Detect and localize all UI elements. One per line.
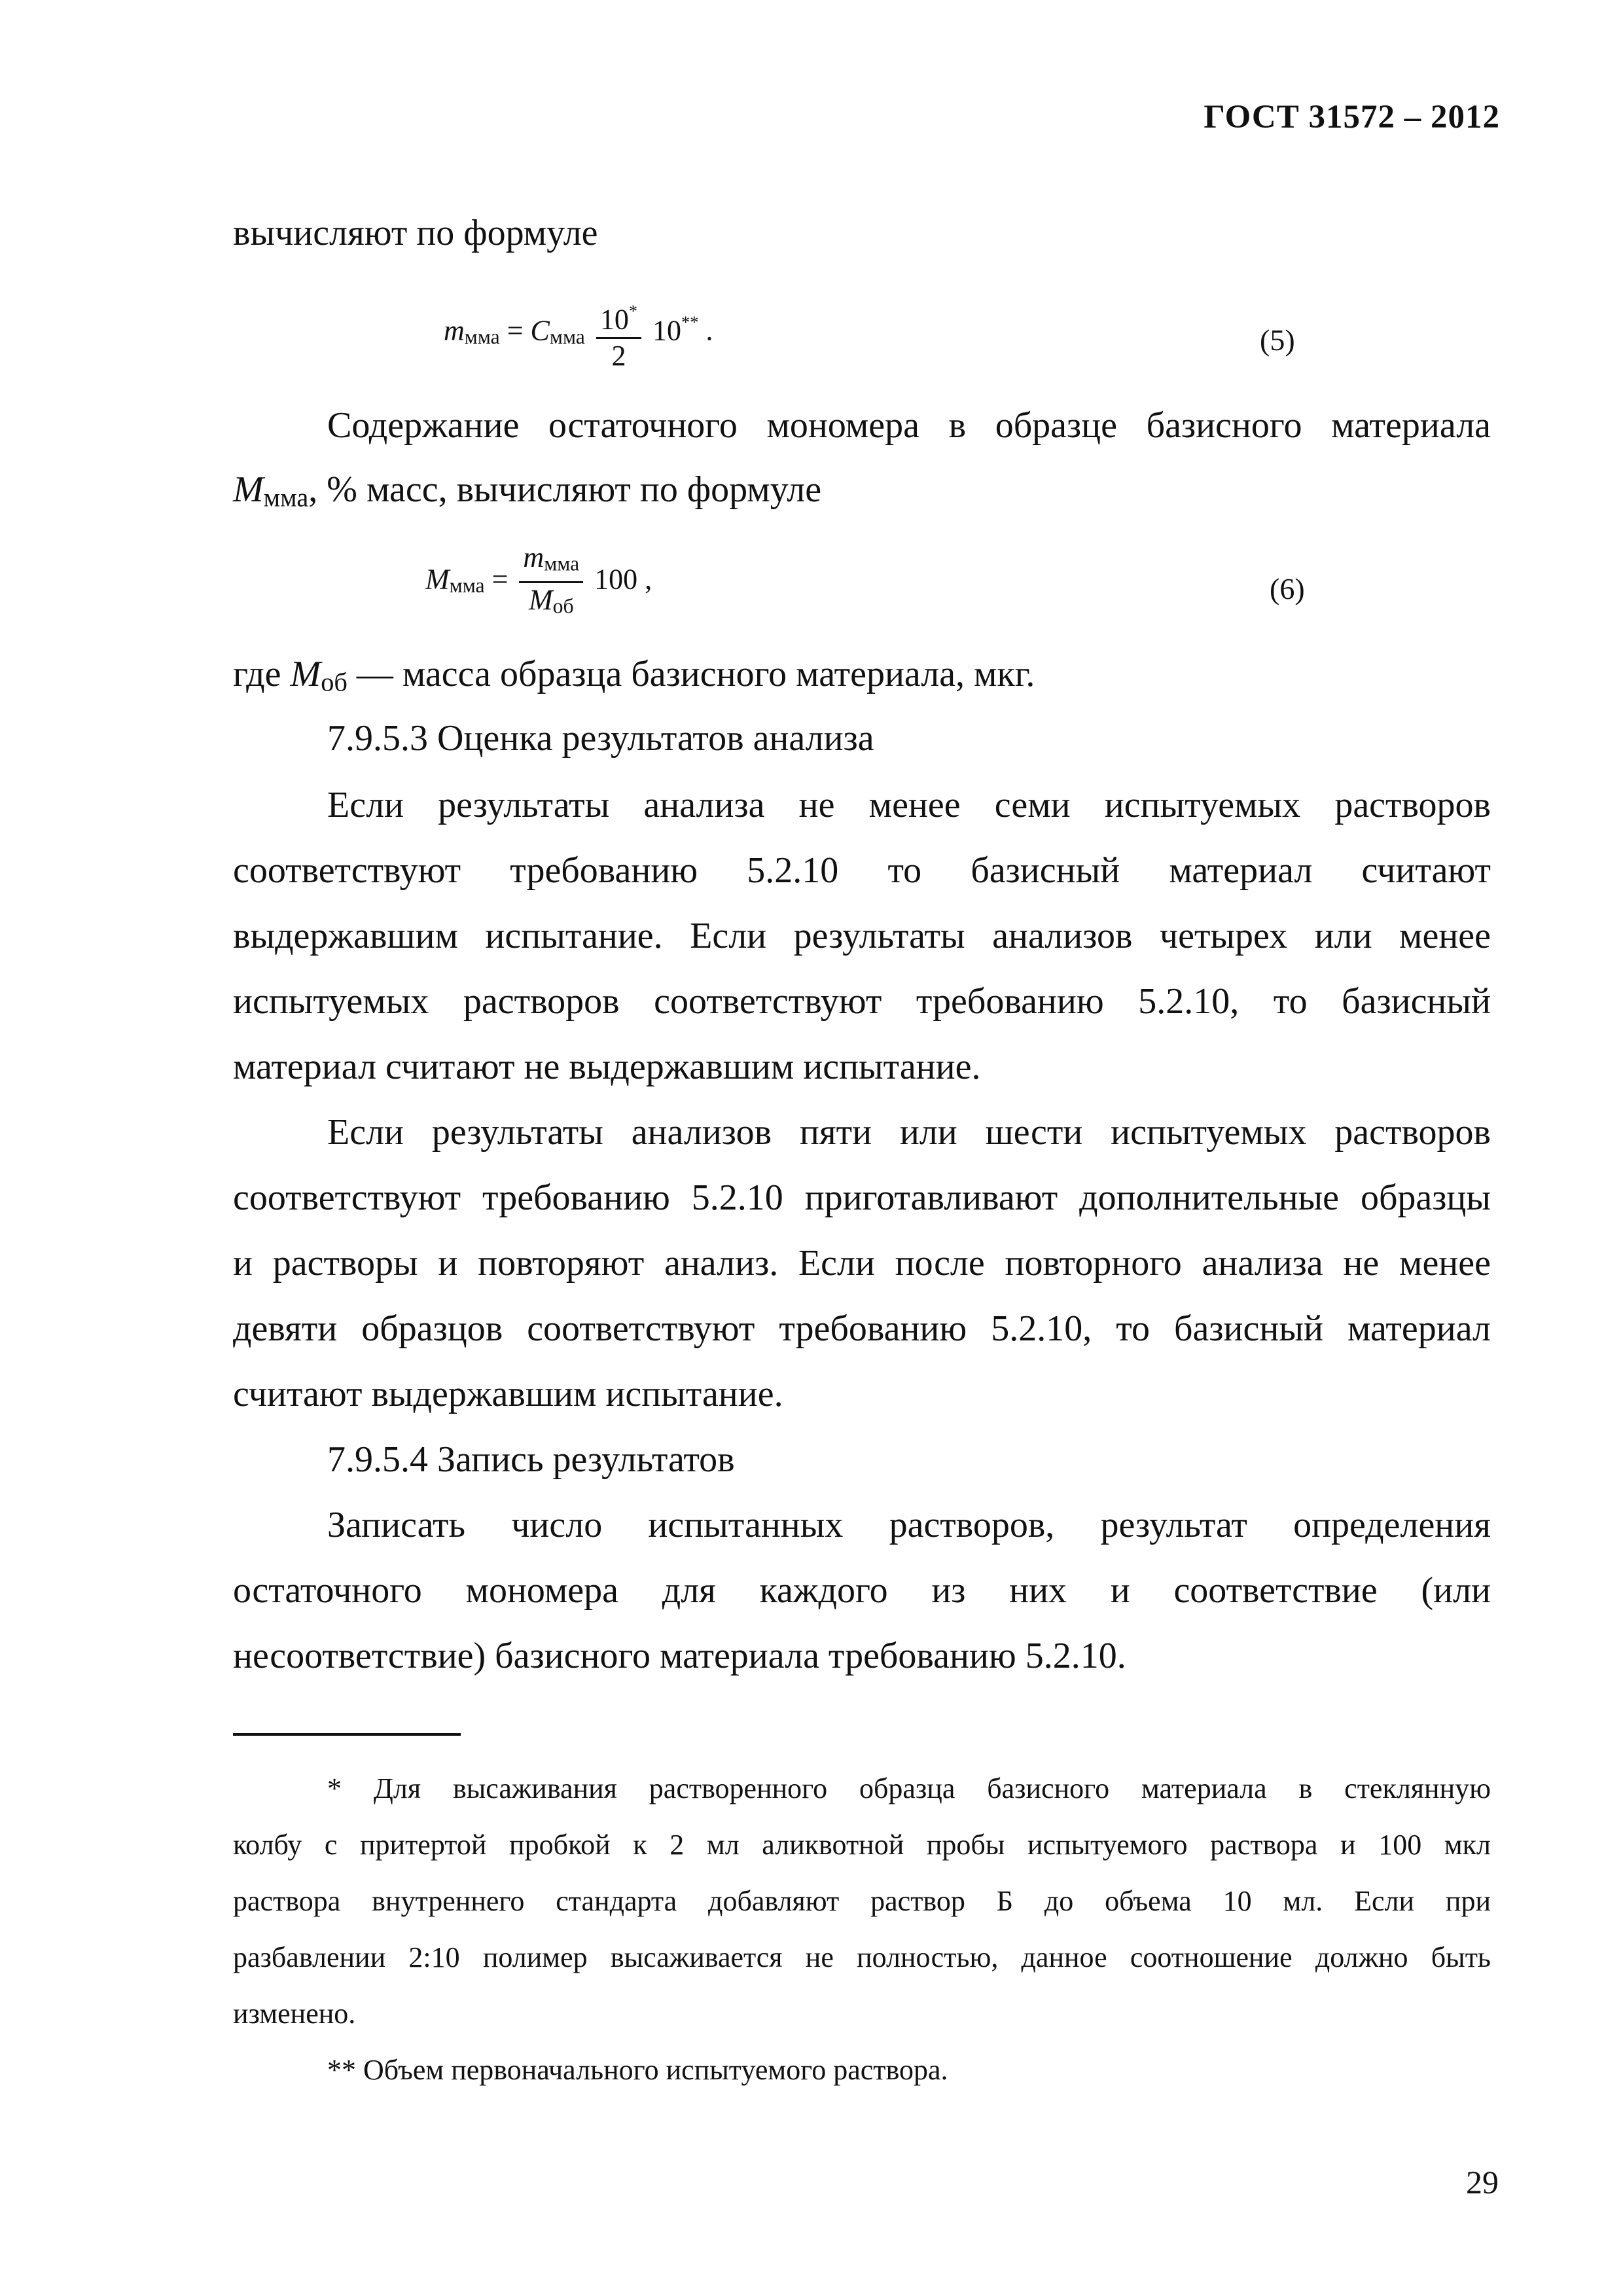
footnote-1-line1: * Для высаживания растворенного образца базисного материала в стеклянную xyxy=(327,1772,1491,1804)
paragraph-record-line1: Записать число испытанных растворов, результат определения xyxy=(327,1505,1491,1545)
paragraph-retest-line1: Если результаты анализов пяти или шести испытуемых растворов xyxy=(327,1112,1491,1153)
page-number: 29 xyxy=(1466,2164,1499,2200)
paragraph-content-line2: Mмма, % масс, вычисляют по формуле xyxy=(233,469,822,512)
footnote-separator xyxy=(233,1733,461,1736)
paragraph-eval-line2: соответствуют требованию 5.2.10 то базисный материал считают xyxy=(233,850,1491,891)
paragraph-eval-line1: Если результаты анализа не менее семи испытуемых растворов xyxy=(327,785,1491,825)
paragraph-retest-line5: считают выдержавшим испытание. xyxy=(233,1374,783,1414)
paragraph-eval-line4: испытуемых растворов соответствуют требованию 5.2.10, то базисный xyxy=(233,981,1491,1022)
paragraph-intro: вычисляют по формуле xyxy=(233,213,598,253)
footnote-1-line3: раствора внутреннего стандарта добавляют раствор Б до объема 10 мл. Если при xyxy=(233,1885,1491,1917)
paragraph-content-line1: Содержание остаточного мономера в образце базисного материала xyxy=(327,405,1491,446)
formula-5: mмма = Cмма $\frac{10^*}{2}$ 10** . xyxy=(444,289,713,373)
paragraph-eval-line3: выдержавшим испытание. Если результаты анализов четырех или менее xyxy=(233,916,1491,956)
paragraph-retest-line3: и растворы и повторяют анализ. Если после повторного анализа не менее xyxy=(233,1243,1491,1283)
footnote-2: ** Объем первоначального испытуемого раствора. xyxy=(327,2054,948,2086)
section-heading-7953: 7.9.5.3 Оценка результатов анализа xyxy=(327,718,874,759)
footnote-1-line4: разбавлении 2:10 полимер высаживается не полностью, данное соотношение должно быть xyxy=(233,1941,1491,1973)
paragraph-record-line3: несоответствие) базисного материала требованию 5.2.10. xyxy=(233,1636,1126,1676)
footnote-1-line2: колбу с притертой пробкой к 2 мл аликвотной пробы испытуемого раствора и 100 мкл xyxy=(233,1829,1491,1861)
paragraph-retest-line4: девяти образцов соответствуют требованию 5.2.10, то базисный материал xyxy=(233,1308,1491,1349)
paragraph-retest-line2: соответствуют требованию 5.2.10 приготавливают дополнительные образцы xyxy=(233,1177,1491,1218)
paragraph-eval-line5: материал считают не выдержавшим испытание. xyxy=(233,1047,981,1087)
fraction: $\frac{10^*}{2}$ xyxy=(596,294,641,372)
equation-number-6: (6) xyxy=(1270,572,1305,605)
paragraph-record-line2: остаточного мономера для каждого из них и соответствие (или xyxy=(233,1570,1491,1611)
equation-number-5: (5) xyxy=(1260,323,1295,357)
paragraph-where: где Mоб — масса образца базисного материала, мкг. xyxy=(233,654,1035,697)
footnote-1-line5: изменено. xyxy=(233,1998,356,2030)
formula-6: Mмма = $\frac{\text{mмма}}{\text{Mоб}}$ 100 , xyxy=(425,541,652,623)
section-heading-7954: 7.9.5.4 Запись результатов xyxy=(327,1439,735,1480)
document-code-header: ГОСТ 31572 – 2012 xyxy=(1204,99,1500,135)
fraction: $\frac{\text{mмма}}{\text{Mоб}}$ xyxy=(519,541,583,623)
